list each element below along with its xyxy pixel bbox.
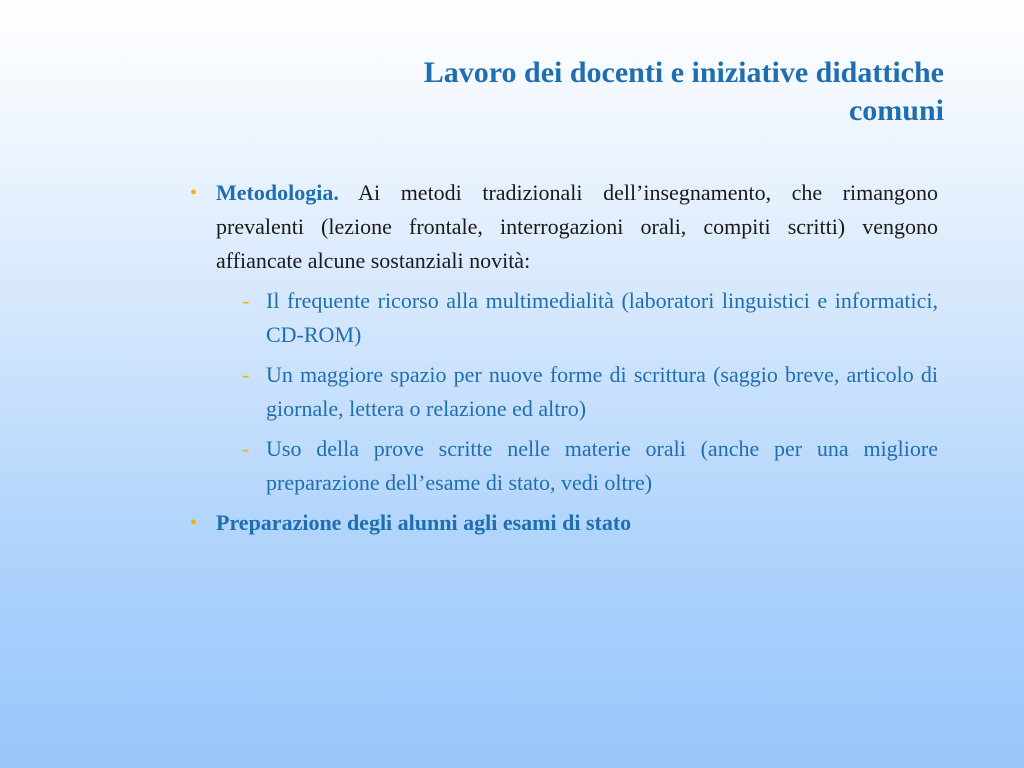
- dash-marker: -: [242, 362, 250, 387]
- slide-title-line2: comuni: [848, 94, 944, 127]
- sub-list: [242, 284, 938, 500]
- bullet-heading: Preparazione degli alunni agli esami di stato: [216, 510, 632, 535]
- sub-item-prove-scritte: [242, 432, 938, 500]
- sub-item-text: Uso della prove scritte nelle materie orali (anche per una migliore preparazione dell’esame di stato, vedi oltre): [266, 436, 938, 495]
- dash-marker: -: [242, 436, 250, 461]
- dash-marker: -: [242, 288, 250, 313]
- bullet-text: Ai metodi tradizionali dell’insegnamento, che rimangono prevalenti (lezione frontale, interrogazioni orali, compiti scritti) vengono affiancate alcune sostanziali novità:: [216, 180, 938, 273]
- bullet-marker: •: [190, 512, 198, 534]
- bullet-heading: Metodologia.: [216, 180, 339, 205]
- slide-content: [190, 176, 938, 546]
- slide-title: [184, 54, 944, 130]
- bullet-preparazione: [190, 506, 938, 540]
- slide-title-line1: Lavoro dei docenti e iniziative didattiche: [423, 56, 944, 89]
- sub-item-scrittura: [242, 358, 938, 426]
- sub-item-multimedialita: [242, 284, 938, 352]
- bullet-metodologia: [190, 176, 938, 278]
- sub-item-text: Il frequente ricorso alla multimedialità (laboratori linguistici e informatici, CD-ROM): [266, 288, 938, 347]
- sub-item-text: Un maggiore spazio per nuove forme di scrittura (saggio breve, articolo di giornale, lettera o relazione ed altro): [266, 362, 938, 421]
- bullet-marker: •: [190, 182, 198, 204]
